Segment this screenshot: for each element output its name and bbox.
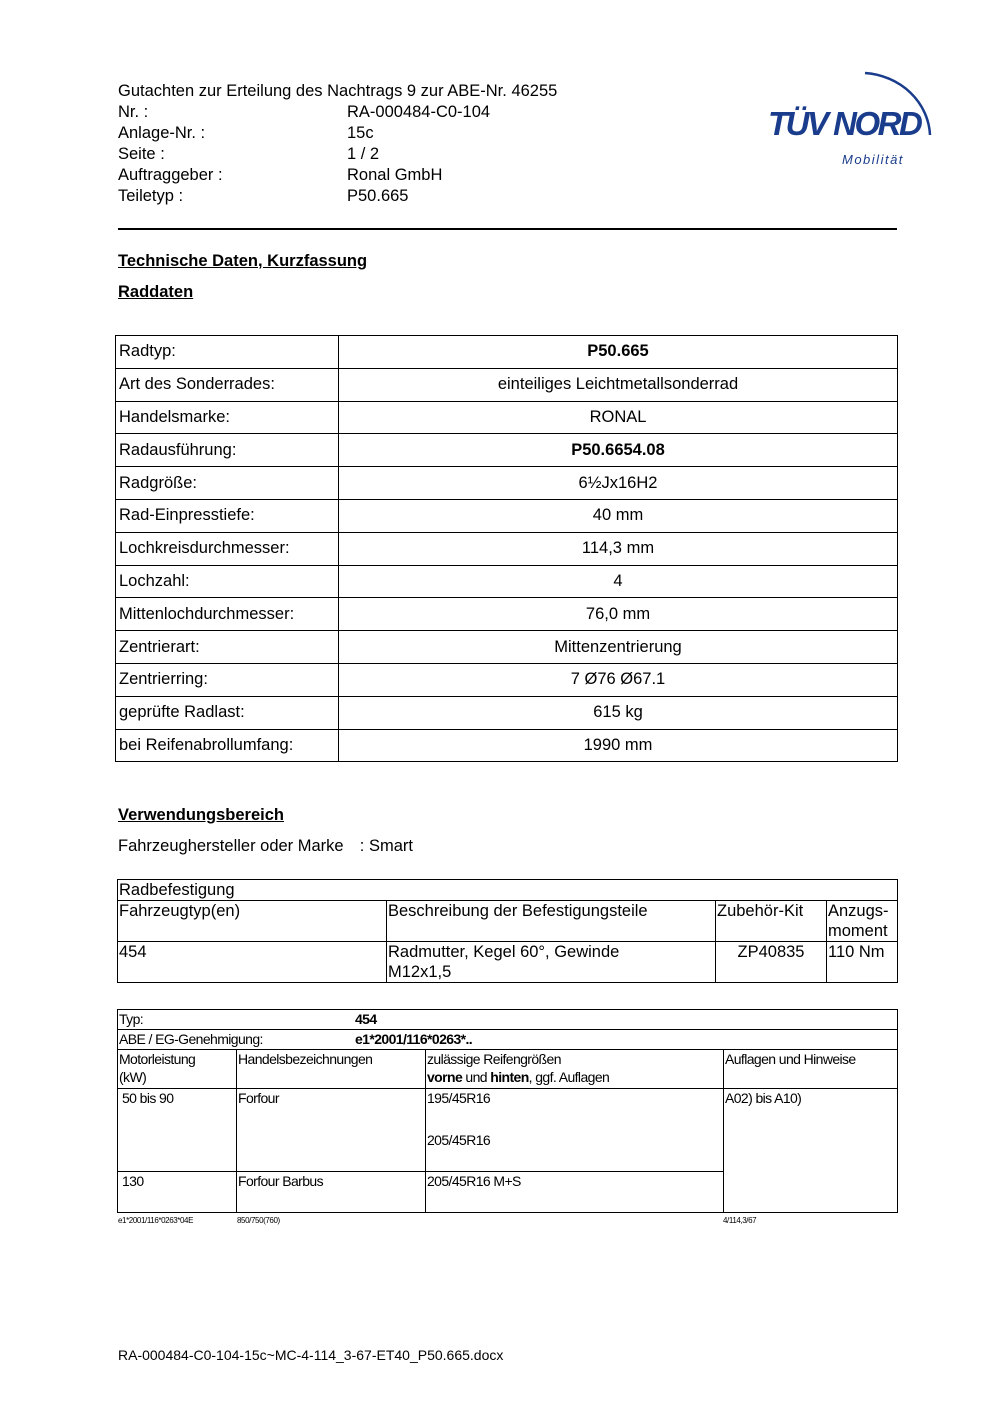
hersteller-value: Smart bbox=[368, 837, 413, 855]
raddaten-label: Zentrierart: bbox=[116, 631, 339, 664]
header-anzugsmoment bbox=[827, 901, 898, 942]
row1-reifen bbox=[426, 1089, 724, 1172]
cell-anzugsmoment: 110 Nm bbox=[827, 942, 898, 983]
raddaten-label: Lochzahl: bbox=[116, 565, 339, 598]
raddaten-row bbox=[116, 729, 898, 762]
raddaten-row bbox=[116, 696, 898, 729]
header-beschreibung: Beschreibung der Befestigungsteile bbox=[387, 901, 716, 942]
footnote-lochkreis: 4/114,3/67 bbox=[723, 1216, 757, 1225]
raddaten-row bbox=[116, 336, 898, 369]
page-footer-filename: RA-000484-C0-104-15c~MC-4-114_3-67-ET40_P50.665.docx bbox=[118, 1347, 504, 1363]
section-title-technische-daten: Technische Daten, Kurzfassung bbox=[118, 252, 368, 270]
raddaten-row bbox=[116, 467, 898, 500]
beschreibung-line1: Radmutter, Kegel 60°, Gewinde bbox=[388, 943, 620, 961]
raddaten-value: Mittenzentrierung bbox=[339, 631, 898, 664]
raddaten-row bbox=[116, 663, 898, 696]
beschreibung-line2: M12x1,5 bbox=[388, 963, 452, 981]
abe-row bbox=[118, 1030, 898, 1050]
row1-motor: 50 bis 90 bbox=[118, 1089, 237, 1172]
raddaten-value: 40 mm bbox=[339, 499, 898, 532]
raddaten-label: Rad-Einpresstiefe: bbox=[116, 499, 339, 532]
header-label: Seite : bbox=[118, 145, 165, 163]
typ-row bbox=[118, 1010, 898, 1030]
radbefestigung-table bbox=[117, 879, 898, 983]
header-row-anlage bbox=[118, 123, 374, 144]
hinten-label: hinten bbox=[490, 1069, 529, 1085]
auflagen-suffix: , ggf. Auflagen bbox=[528, 1069, 610, 1085]
raddaten-label: Zentrierring: bbox=[116, 663, 339, 696]
raddaten-label: Art des Sonderrades: bbox=[116, 368, 339, 401]
footnote-abe: e1*2001/116*0263*04E bbox=[118, 1216, 194, 1225]
document-title: Gutachten zur Erteilung des Nachtrags 9 zur ABE-Nr. 46255 bbox=[118, 82, 558, 100]
header-row-nr bbox=[118, 102, 491, 123]
footnote-values: 850/750(760) bbox=[237, 1216, 280, 1225]
raddaten-value: P50.665 bbox=[339, 336, 898, 369]
reifen-label: zulässige Reifengrößen bbox=[427, 1051, 561, 1067]
header-row-teiletyp bbox=[118, 186, 409, 207]
raddaten-label: Handelsmarke: bbox=[116, 401, 339, 434]
raddaten-value: 6½Jx16H2 bbox=[339, 467, 898, 500]
fahrzeughersteller-line bbox=[118, 837, 413, 856]
raddaten-row bbox=[116, 368, 898, 401]
header-label: Anlage-Nr. : bbox=[118, 124, 206, 142]
row2-reifen: 205/45R16 M+S bbox=[426, 1172, 724, 1213]
logo-text: TÜV NORD bbox=[768, 105, 921, 142]
header-reifengroessen bbox=[426, 1050, 724, 1089]
header-value: 15c bbox=[347, 124, 374, 142]
header-anzugs: Anzugs- bbox=[828, 902, 889, 920]
raddaten-label: geprüfte Radlast: bbox=[116, 696, 339, 729]
auflagen-cell: A02) bis A10) bbox=[724, 1089, 898, 1213]
raddaten-label: Radtyp: bbox=[116, 336, 339, 369]
raddaten-row bbox=[116, 565, 898, 598]
raddaten-value: RONAL bbox=[339, 401, 898, 434]
raddaten-value: 7 Ø76 Ø67.1 bbox=[339, 663, 898, 696]
raddaten-value: 114,3 mm bbox=[339, 532, 898, 565]
raddaten-table bbox=[115, 335, 898, 762]
header-row-seite bbox=[118, 144, 380, 165]
raddaten-row bbox=[116, 434, 898, 467]
raddaten-value: 4 bbox=[339, 565, 898, 598]
section-title-verwendungsbereich: Verwendungsbereich bbox=[118, 806, 284, 824]
header-moment: moment bbox=[828, 922, 888, 940]
abe-label: ABE / EG-Genehmigung: bbox=[119, 1031, 263, 1047]
reifen-size: 205/45R16 bbox=[427, 1132, 491, 1148]
raddaten-value: einteiliges Leichtmetallsonderrad bbox=[339, 368, 898, 401]
hersteller-separator: : bbox=[359, 837, 365, 855]
header-row-auftraggeber bbox=[118, 165, 443, 186]
raddaten-row bbox=[116, 631, 898, 664]
header-value: RA-000484-C0-104 bbox=[347, 103, 491, 121]
section-title-raddaten: Raddaten bbox=[118, 283, 194, 301]
raddaten-value: 615 kg bbox=[339, 696, 898, 729]
header-motorleistung bbox=[118, 1050, 237, 1089]
header-label: Nr. : bbox=[118, 103, 149, 121]
raddaten-label: Lochkreisdurchmesser: bbox=[116, 532, 339, 565]
raddaten-label: Mittenlochdurchmesser: bbox=[116, 598, 339, 631]
row1-handel: Forfour bbox=[237, 1089, 426, 1172]
raddaten-row bbox=[116, 532, 898, 565]
header-fahrzeugtyp: Fahrzeugtyp(en) bbox=[118, 901, 387, 942]
typ-value: 454 bbox=[355, 1011, 377, 1027]
abe-value: e1*2001/116*0263*.. bbox=[355, 1031, 473, 1047]
row2-handel: Forfour Barbus bbox=[237, 1172, 426, 1213]
tuev-nord-logo bbox=[760, 55, 945, 175]
header-label: Auftraggeber : bbox=[118, 166, 223, 184]
typ-table bbox=[117, 1009, 898, 1213]
raddaten-label: bei Reifenabrollumfang: bbox=[116, 729, 339, 762]
header-value: 1 / 2 bbox=[347, 145, 380, 163]
raddaten-label: Radausführung: bbox=[116, 434, 339, 467]
typ-label: Typ: bbox=[119, 1011, 144, 1027]
raddaten-row bbox=[116, 499, 898, 532]
reifen-sublabel bbox=[427, 1068, 722, 1086]
raddaten-value: 1990 mm bbox=[339, 729, 898, 762]
header-value: P50.665 bbox=[347, 187, 409, 205]
radbefestigung-title: Radbefestigung bbox=[118, 880, 898, 901]
row2-motor: 130 bbox=[118, 1172, 237, 1213]
cell-fahrzeugtyp: 454 bbox=[118, 942, 387, 983]
und-label: und bbox=[462, 1069, 491, 1085]
raddaten-row bbox=[116, 598, 898, 631]
cell-zubehoer-kit: ZP40835 bbox=[716, 942, 827, 983]
cell-beschreibung bbox=[387, 942, 716, 983]
reifen-size: 195/45R16 bbox=[427, 1090, 491, 1106]
header-handelsbezeichnungen: Handelsbezeichnungen bbox=[237, 1050, 426, 1089]
motor-label: Motorleistung bbox=[119, 1051, 196, 1067]
raddaten-label: Radgröße: bbox=[116, 467, 339, 500]
header-divider bbox=[118, 228, 897, 230]
logo-subtitle: Mobilität bbox=[842, 152, 904, 167]
raddaten-value: 76,0 mm bbox=[339, 598, 898, 631]
raddaten-value: P50.6654.08 bbox=[339, 434, 898, 467]
hersteller-label: Fahrzeughersteller oder Marke bbox=[118, 837, 344, 855]
motor-unit: (kW) bbox=[119, 1069, 147, 1085]
raddaten-row bbox=[116, 401, 898, 434]
header-label: Teiletyp : bbox=[118, 187, 184, 205]
header-zubehoer-kit: Zubehör-Kit bbox=[716, 901, 827, 942]
header-value: Ronal GmbH bbox=[347, 166, 443, 184]
header-auflagen: Auflagen und Hinweise bbox=[724, 1050, 898, 1089]
vorne-label: vorne bbox=[427, 1069, 463, 1085]
